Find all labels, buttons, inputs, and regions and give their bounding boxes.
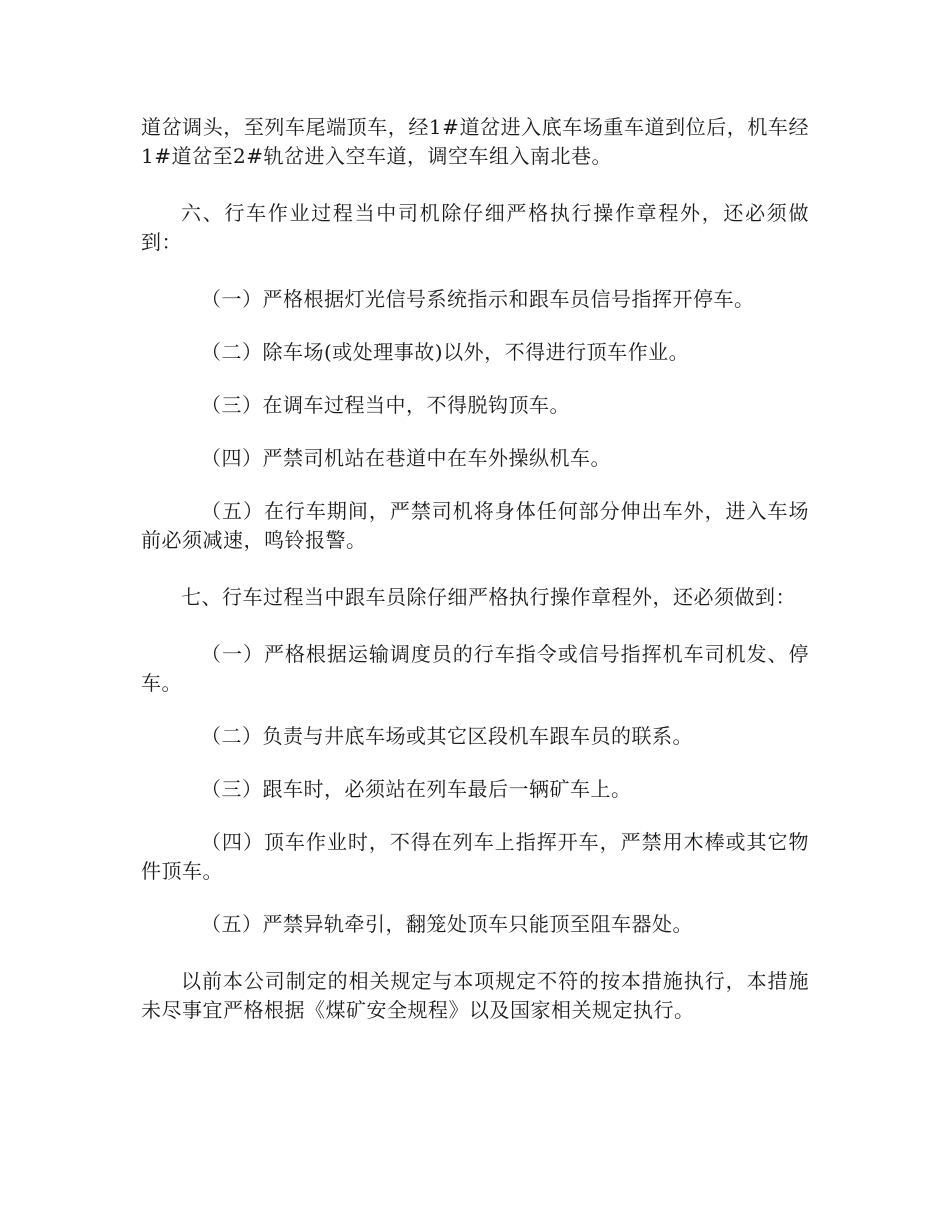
section-six-item-2: （二）除车场(或处理事故)以外，不得进行顶车作业。 [201, 340, 690, 364]
section-six-item-5: （五）在行车期间，严禁司机将身体任何部分伸出车外，进入车场前必须减速，鸣铃报警。 [141, 499, 809, 552]
section-six-item-4: （四）严禁司机站在巷道中在车外操纵机车。 [201, 446, 611, 470]
document-body [141, 113, 809, 1025]
section-seven-item-3: （三）跟车时，必须站在列车最后一辆矿车上。 [201, 777, 632, 801]
section-seven-item-4: （四）顶车作业时，不得在列车上指挥开车，严禁用木棒或其它物件顶车。 [141, 830, 809, 883]
section-seven-item-1: （一）严格根据运输调度员的行车指令或信号指挥机车司机发、停车。 [141, 642, 809, 695]
section-six-heading: 六、行车作业过程当中司机除仔细严格执行操作章程外，还必须做到： [141, 201, 809, 254]
section-six-item-3: （三）在调车过程当中，不得脱钩顶车。 [201, 393, 570, 417]
closing-paragraph: 以前本公司制定的相关规定与本项规定不符的按本措施执行，本措施未尽事宜严格根据《煤矿安全规程》以及国家相关规定执行。 [141, 969, 809, 1022]
section-seven-item-5: （五）严禁异轨牵引，翻笼处顶车只能顶至阻车器处。 [201, 912, 693, 936]
paragraph-continuation: 道岔调头，至列车尾端顶车，经1#道岔进入底车场重车道到位后，机车经1#道岔至2#轨岔进入空车道，调空车组入南北巷。 [141, 115, 809, 168]
section-seven-item-2: （二）负责与井底车场或其它区段机车跟车员的联系。 [201, 724, 693, 748]
section-six-item-1: （一）严格根据灯光信号系统指示和跟车员信号指挥开停车。 [201, 287, 755, 311]
section-seven-heading: 七、行车过程当中跟车员除仔细严格执行操作章程外，还必须做到： [181, 585, 796, 609]
